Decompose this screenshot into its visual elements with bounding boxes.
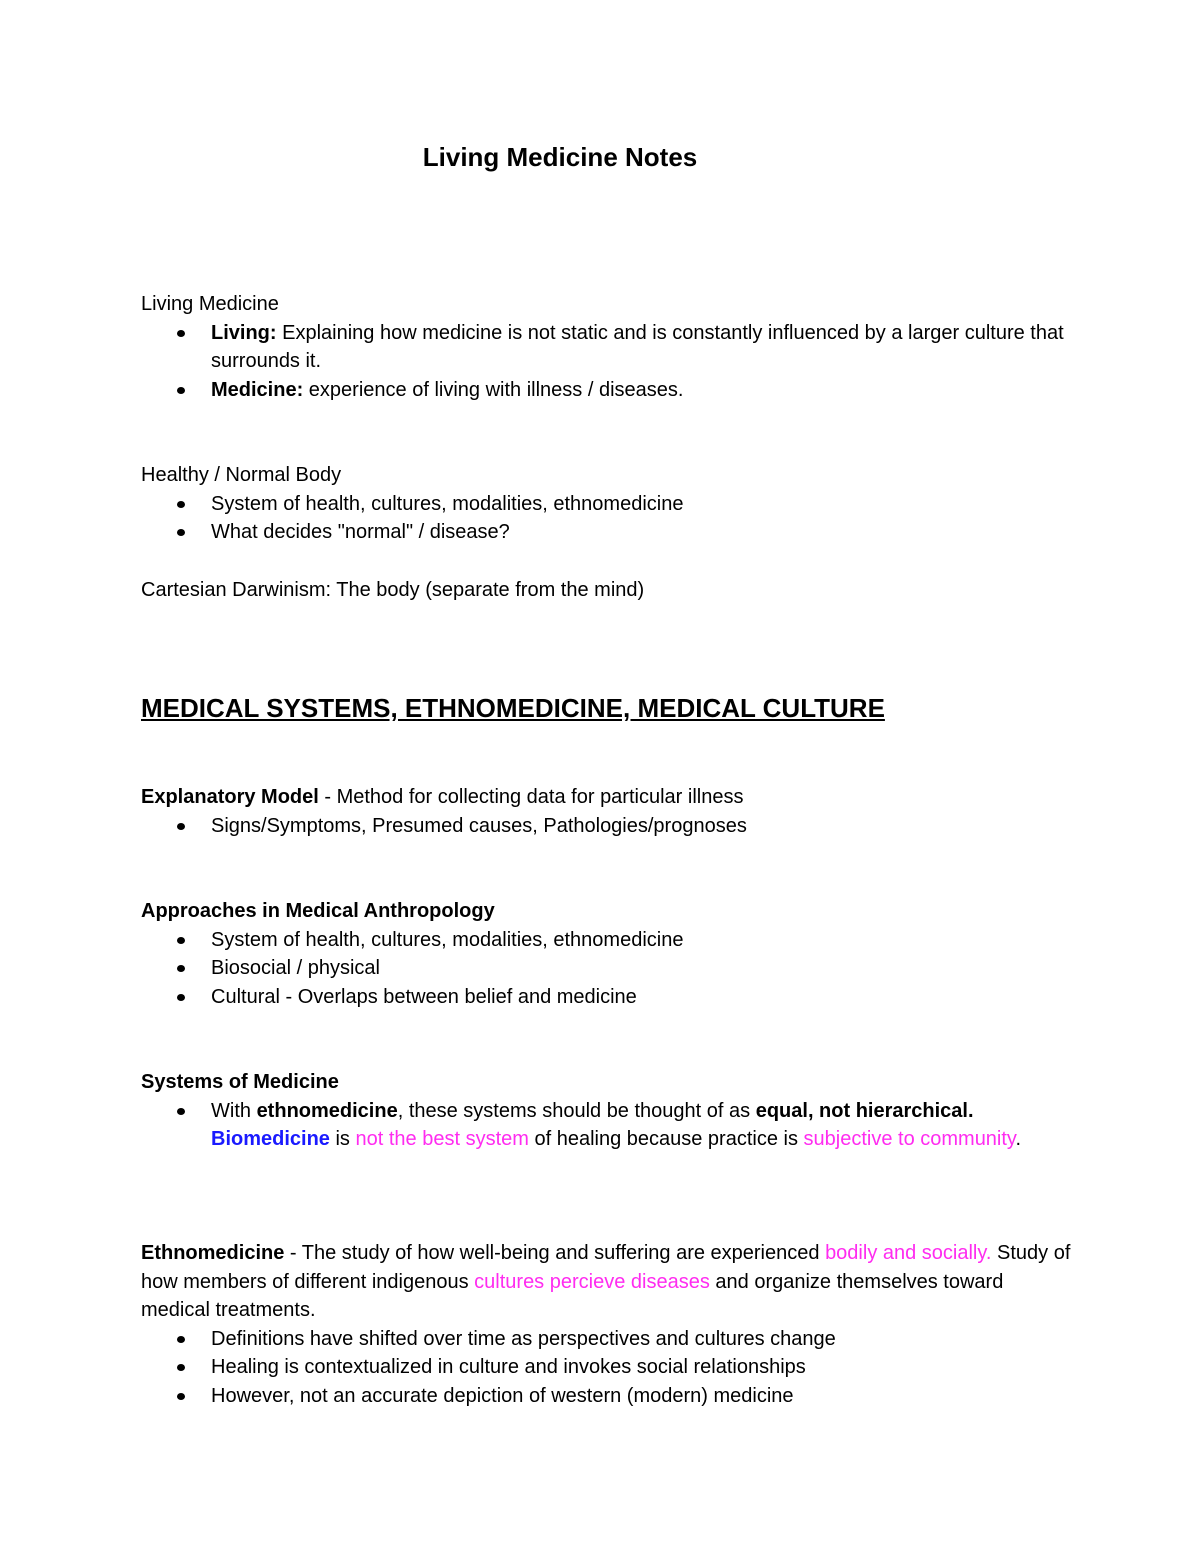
bullet-list [141,490,1071,547]
major-heading: MEDICAL SYSTEMS, ETHNOMEDICINE, MEDICAL CULTURE [141,693,885,723]
bullet-list [141,926,1071,1012]
bullet-list [141,1325,1071,1411]
term: Living: [211,321,277,344]
bullet-list [141,1097,1071,1154]
biomedicine-highlight: Biomedicine [211,1128,330,1150]
term: Ethnomedicine [141,1242,285,1264]
section-explanatory-model [141,783,1071,840]
section-heading: Approaches in Medical Anthropology [141,900,495,922]
section-heading: Healthy / Normal Body [141,464,342,486]
definition: Explaining how medicine is not static and is constantly influenced by a larger culture that surrounds it. [211,321,1064,372]
list-item: Healing is contextualized in culture and invokes social relationships [141,1353,1071,1382]
list-item: Signs/Symptoms, Presumed causes, Pathologies/prognoses [141,812,1071,841]
pink-highlight: subjective to community [803,1128,1016,1150]
section-heading: Living Medicine [141,293,279,315]
list-item [141,376,1071,405]
term: Medicine: [211,378,304,401]
list-item: Definitions have shifted over time as perspectives and cultures change [141,1325,1071,1354]
pink-highlight: bodily and socially. [825,1242,992,1264]
section-healthy-body [141,461,1071,547]
pink-highlight: cultures percieve diseases [474,1270,710,1293]
section-approaches [141,897,1071,1011]
term: Explanatory Model [141,786,319,808]
list-item: With ethnomedicine, these systems should be thought of as equal, not hierarchical. Biomedicine is not the best system of healing because practice is subjective to community. [141,1097,1071,1154]
section-living-medicine [141,290,1071,404]
list-item [141,319,1071,376]
definition: - Method for collecting data for particular illness [318,786,744,808]
section-heading: Systems of Medicine [141,1071,339,1093]
definition: experience of living with illness / diseases. [303,378,684,401]
bullet-list [141,319,1071,405]
list-item: However, not an accurate depiction of western (modern) medicine [141,1382,1071,1411]
section-systems-of-medicine [141,1068,1071,1154]
pink-highlight: not the best system [355,1128,529,1150]
section-ethnomedicine: Ethnomedicine - The study of how well-being and suffering are experienced bodily and socially. Study of how members of different indigenous cultures percieve diseases and organize themselves toward medical treatments. Definitions have shifted over time as perspectives and cultures change Healing is contextualized in culture and invokes social relationships However, not an accurate depiction of western (modern) medicine [141,1239,1071,1410]
list-item: Biosocial / physical [141,954,1071,983]
list-item: System of health, cultures, modalities, ethnomedicine [141,490,1071,519]
list-item: Cultural - Overlaps between belief and medicine [141,983,1071,1012]
list-item: What decides "normal" / disease? [141,518,1071,547]
page-title: Living Medicine Notes [422,142,698,172]
bullet-list [141,812,1071,841]
list-item: System of health, cultures, modalities, ethnomedicine [141,926,1071,955]
cartesian-line: Cartesian Darwinism: The body (separate from the mind) [141,579,645,601]
